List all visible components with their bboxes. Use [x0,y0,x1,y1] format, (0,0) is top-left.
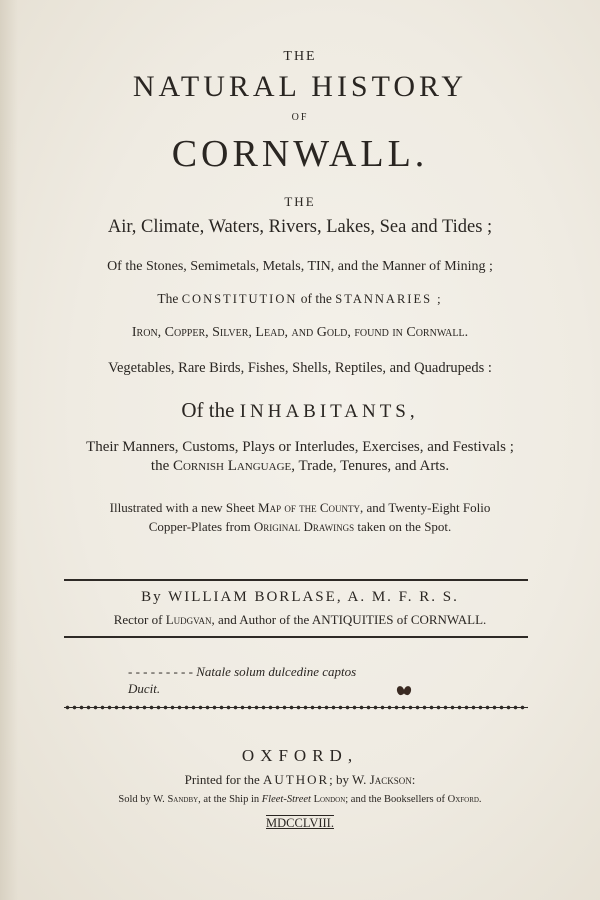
sold-london: London [313,794,346,805]
title-of: OF [291,112,309,123]
title-the: THE [283,49,317,64]
rector-cornwall: CORNWALL. [410,612,487,627]
illustrated-a: Illustrated with a new Sheet [109,500,255,515]
printed-jackson: Jackson: [369,772,416,787]
epigraph-line-2: Ducit. [128,681,161,696]
contents-line-metals: Iron, Copper, Silver, Lead, and Gold, found in Cornwall. [131,325,469,340]
cornish-language: Cornish Language [172,458,292,474]
contents-line-plates [0,519,600,535]
contents-line-vegetables: Vegetables, Rare Birds, Fishes, Shells, Reptiles, and Quadrupeds : [108,360,492,376]
language-the: the [150,458,170,474]
inhabitants-word: INHABITANTS, [239,401,419,422]
author-line: By WILLIAM BORLASE, A. M. F. R. S. [141,589,459,605]
constitution-the: The [157,291,179,306]
ornamental-border [64,704,528,711]
rector-line [0,612,600,628]
imprint-date: MDCCLVIII. [266,816,334,830]
rector-antiquities: ANTIQUITIES [311,612,394,627]
contents-line-illustrated [0,500,600,516]
stannaries-word: STANNARIES ; [335,292,443,306]
rector-c: , and Author of the [211,612,310,627]
sold-c: , at the Ship in [198,794,260,805]
sold-sandby: Sandby [167,794,199,805]
printed-c: ; by W. [329,772,367,787]
plates-a: Copper-Plates from [148,519,251,534]
illustrated-c: and Twenty-Eight Folio [366,500,491,515]
printed-a: Printed for the [184,772,260,787]
language-rest: , Trade, Tenures, and Arts. [291,458,450,474]
plates-c: taken on the Spot. [357,519,452,534]
inhabitants-of-the: Of the [181,398,235,422]
rector-of: of [396,612,408,627]
title-cornwall: CORNWALL. [171,133,429,175]
contents-line-stones: Of the Stones, Semimetals, Metals, TIN, and the Manner of Mining ; [107,259,493,274]
subtitle-the: THE [284,194,316,209]
imprint-date-wrap [0,816,600,831]
printed-author: AUTHOR [263,772,330,787]
constitution-word: CONSTITUTION [181,292,298,306]
contents-line-air: Air, Climate, Waters, Rivers, Lakes, Sea and Tides ; [107,217,493,237]
contents-line-manners: Their Manners, Customs, Plays or Interludes, Exercises, and Festivals ; [86,439,514,455]
contents-line-language [0,458,600,475]
epigraph-line-1: - - - - - - - - - Natale solum dulcedine captos [128,664,357,679]
sold-fleet-street: Fleet-Street [261,794,311,805]
sold-f: ; and the Booksellers of [345,794,445,805]
top-rule [64,579,528,581]
sold-a: Sold by W. [118,794,165,805]
imprint-city: OXFORD, [241,746,359,765]
illustrated-map: Map of the County, [258,500,364,515]
title-natural-history: NATURAL HISTORY [132,70,468,103]
contents-line-constitution [0,291,600,307]
rector-a: Rector of [113,612,163,627]
imprint-printed-line [0,772,600,788]
sold-oxford: Oxford. [447,794,482,805]
ornament-icon [397,686,413,695]
middle-rule [64,636,528,638]
constitution-of-the: of the [300,291,332,306]
imprint-sold-line [0,794,600,805]
plates-drawings: Original Drawings [253,519,355,534]
contents-line-inhabitants [0,398,600,423]
rector-ludgvan: Ludgvan [165,612,212,627]
